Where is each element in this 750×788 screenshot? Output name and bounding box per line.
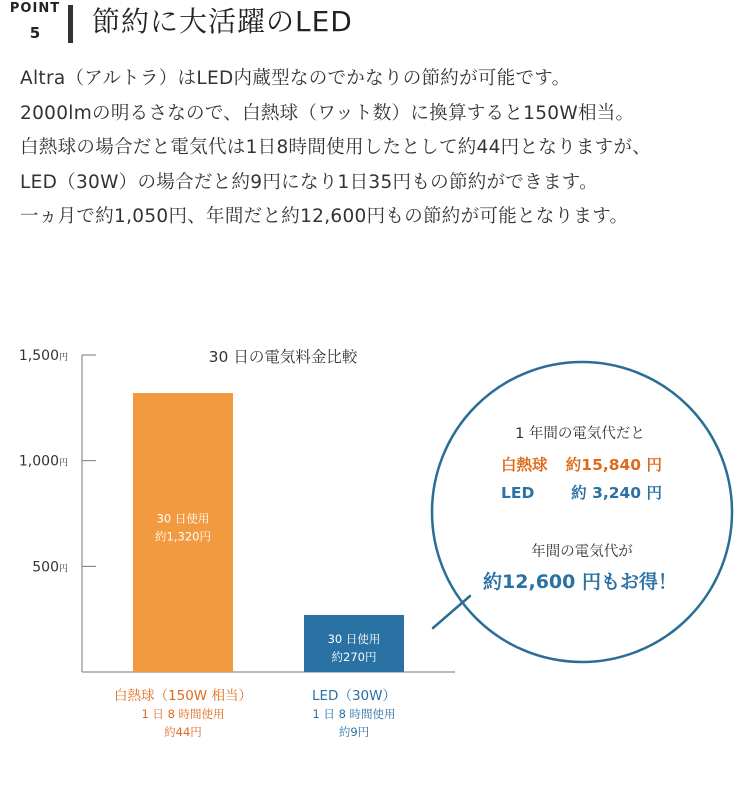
category-label: 白熱球（150W 相当） [114, 688, 252, 704]
speech-bubble-tail [433, 596, 470, 628]
y-tick-label: 1,500円 [18, 348, 68, 364]
y-tick-label: 500円 [32, 559, 68, 576]
description-line: 白熱球の場合だと電気代は1日8時間使用したとして約44円となりますが、 [20, 137, 652, 158]
bubble-row-name: 白熱球 [501, 456, 548, 474]
point-label: POINT [9, 1, 61, 16]
bubble-highlight: 約12,600 円もお得！ [483, 571, 677, 593]
point-number: 5 [29, 24, 41, 42]
bubble-row-value: 約 3,240 円 [571, 484, 662, 502]
bar-data-label: 約270円 [331, 649, 377, 664]
category-label: 1 日 8 時間使用 [141, 707, 225, 721]
description-line: Altra（アルトラ）はLED内蔵型なのでかなりの節約が可能です。 [20, 68, 571, 89]
description-line: LED（30W）の場合だと約9円になり1日35円もの節約ができます。 [20, 171, 598, 193]
bar-data-label: 30 日使用 [156, 511, 210, 526]
bubble-row-value: 約15,840 円 [565, 456, 662, 474]
category-label: 約44円 [164, 725, 202, 739]
category-label: LED（30W） [312, 688, 396, 704]
chart-title: 30 日の電気料金比較 [208, 348, 358, 366]
bubble-row-name: LED [501, 484, 535, 502]
bar-data-label: 約1,320円 [155, 529, 211, 544]
description-line: 一ヵ月で約1,050円、年間だと約12,600円もの節約が可能となります。 [20, 206, 629, 227]
speech-bubble [432, 362, 732, 662]
page-title: 節約に大活躍のLED [92, 5, 353, 38]
category-label: 1 日 8 時間使用 [312, 707, 396, 721]
category-label: 約9円 [338, 725, 370, 739]
description-line: 2000lmの明るさなので、白熱球（ワット数）に換算すると150W相当。 [20, 102, 635, 124]
bubble-sub: 年間の電気代が [531, 544, 633, 560]
bar-data-label: 30 日使用 [327, 631, 381, 646]
bubble-heading: 1 年間の電気代だと [515, 426, 645, 442]
y-tick-label: 1,000円 [18, 453, 68, 470]
